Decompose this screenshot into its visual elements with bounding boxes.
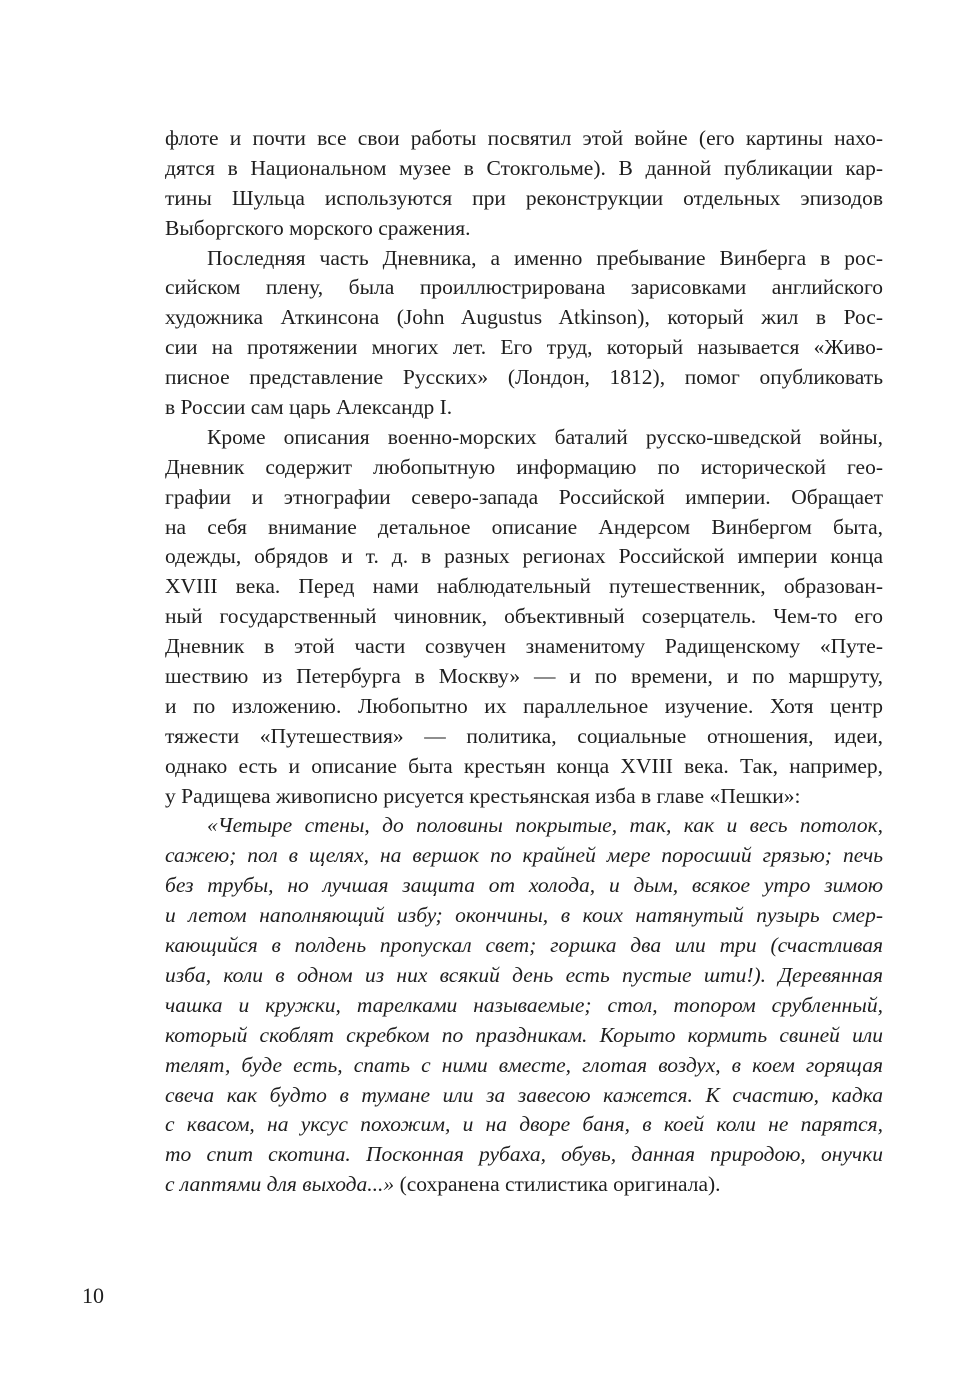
text-line: Последняя часть Дневника, а именно пребывание Винберга в рос-: [207, 245, 883, 270]
quote-line: с квасом, на уксус похожим, и на дворе баня, в коей коли не парятся,: [165, 1112, 883, 1137]
quote-line: чашка и кружки, тарелками называемые; стол, топором срубленный,: [165, 992, 883, 1017]
text-line: у Радищева живописно рисуется крестьянская изба в главе «Пешки»:: [165, 783, 801, 808]
body-text: [165, 124, 883, 1200]
text-line: флоте и почти все свои работы посвятил этой войне (его картины нахо-: [165, 126, 883, 150]
text-line: сии на протяжении многих лет. Его труд, который называется «Живо-: [165, 335, 883, 360]
quote-line: «Четыре стены, до половины покрытые, так, как и весь потолок,: [207, 813, 883, 838]
text-line: Дневник содержит любопытную информацию по исторической гео-: [165, 454, 883, 479]
source-note: (сохранена стилистика оригинала).: [394, 1172, 721, 1197]
quote-line: и летом наполняющий избу; окончины, в коих натянутый пузырь смер-: [165, 903, 883, 928]
text-line: писное представление Русских» (Лондон, 1812), помог опубликовать: [165, 365, 883, 390]
text-line: в России сам царь Александр I.: [165, 395, 453, 420]
quote-line: свеча как будто в тумане или за завесою кажется. К счастию, кадка: [165, 1082, 883, 1107]
quote-line: без трубы, но лучшая защита от холода, и дым, всякое утро зимою: [165, 873, 883, 898]
paragraph: [165, 124, 883, 244]
text-line: и по изложению. Любопытно их параллельное изучение. Хотя центр: [165, 693, 883, 718]
text-line: дятся в Национальном музее в Стокгольме). В данной публикации кар-: [165, 155, 883, 180]
page-number: 10: [82, 1283, 104, 1308]
text-line: тины Шульца используются при реконструкции отдельных эпизодов: [165, 185, 883, 210]
quote-end-text: с лаптями для выхода...»: [165, 1172, 395, 1197]
quote-line: изба, коли в одном из них всякий день есть пустые шти!). Деревянная: [165, 962, 883, 987]
text-line: Кроме описания военно-морских баталий русско-шведской войны,: [207, 424, 883, 449]
paragraph: [165, 423, 883, 812]
quote-line: то спит скотина. Посконная рубаха, обувь, данная природою, онучки: [165, 1142, 883, 1167]
text-line: XVIII века. Перед нами наблюдательный путешественник, образован-: [165, 574, 883, 599]
text-line: художника Аткинсона (John Augustus Atkinson), который жил в Рос-: [165, 305, 883, 330]
quote-line: кающийся в полдень пропускал свет; горшка два или три (счастливая: [165, 933, 883, 958]
text-line: шествию из Петербурга в Москву» — и по времени, и по маршруту,: [165, 664, 883, 689]
text-line: ный государственный чиновник, объективный созерцатель. Чем-то его: [165, 604, 883, 629]
text-line: Выборгского морского сражения.: [165, 215, 471, 240]
quote-line: телят, буде есть, спать с ними вместе, глотая воздух, в коем горящая: [165, 1052, 883, 1077]
quote-line: сажею; пол в щелях, на вершок по крайней мере поросший грязью; печь: [165, 843, 883, 868]
quotation: [165, 811, 883, 1200]
text-line: одежды, обрядов и т. д. в разных регионах Российской империи конца: [165, 544, 883, 569]
paragraph: [165, 244, 883, 423]
text-line: однако есть и описание быта крестьян конца XVIII века. Так, например,: [165, 753, 883, 778]
text-line: Дневник в этой части созвучен знаменитому Радищенскому «Путе-: [165, 634, 883, 659]
quote-line: [165, 1170, 883, 1200]
quote-line: который скоблят скребком по праздникам. Корыто кормить свиней или: [165, 1022, 883, 1047]
text-line: тяжести «Путешествия» — политика, социальные отношения, идеи,: [165, 723, 883, 748]
text-line: сийском плену, была проиллюстрирована зарисовками английского: [165, 275, 883, 300]
text-line: на себя внимание детальное описание Андерсом Винбергом быта,: [165, 514, 883, 539]
text-line: графии и этнографии северо-запада Российской империи. Обращает: [165, 484, 883, 509]
